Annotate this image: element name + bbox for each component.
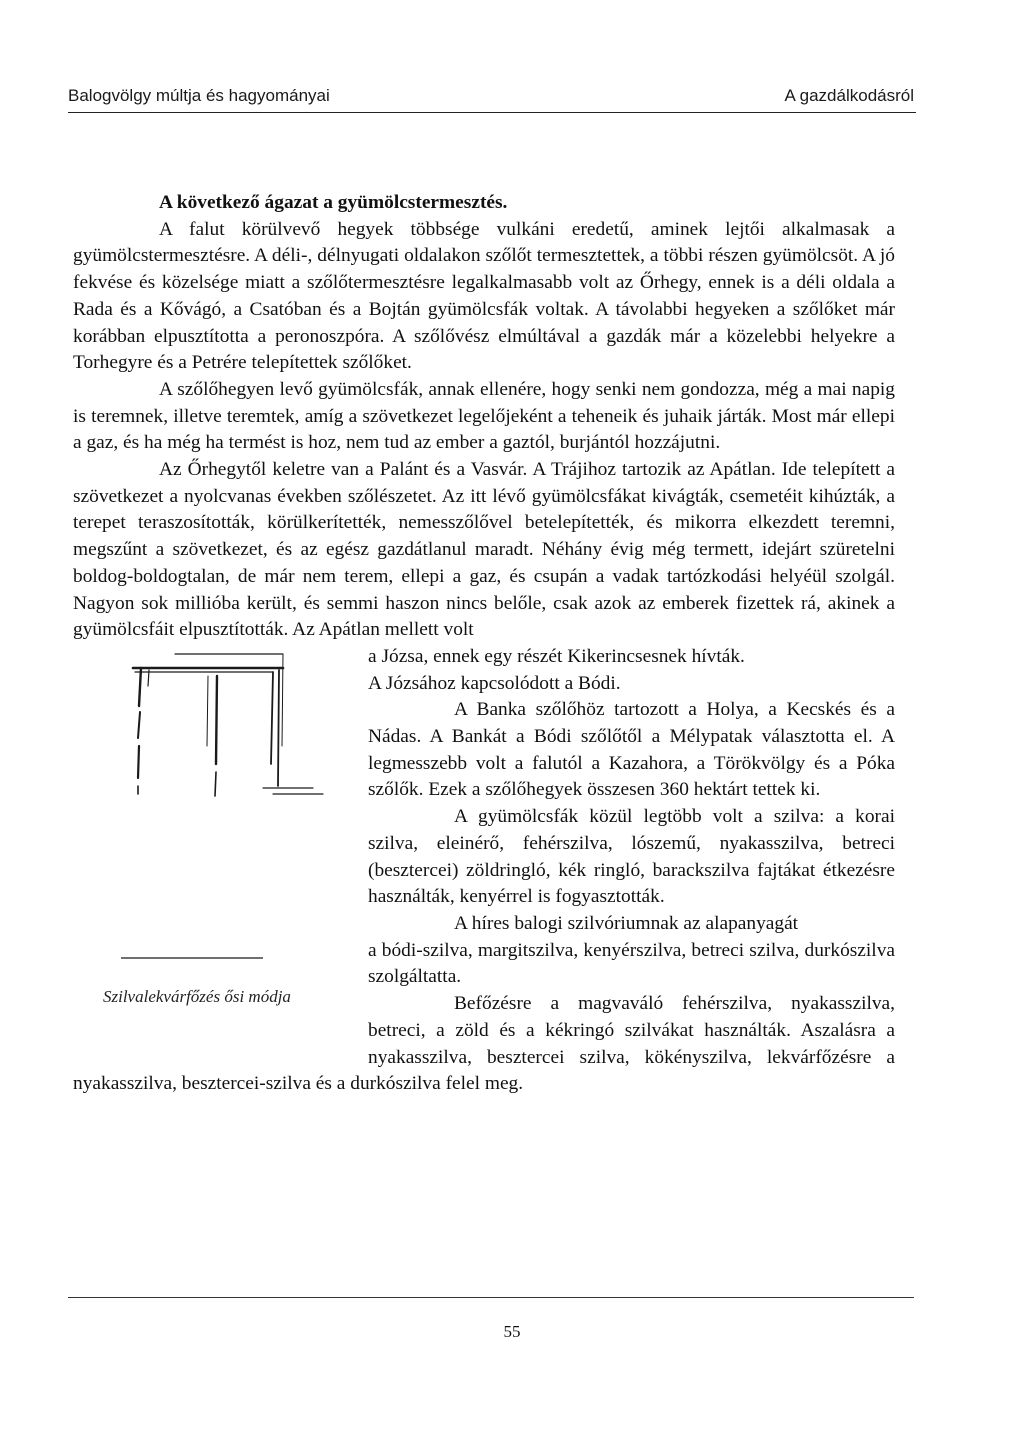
paragraph: Az Őrhegytől keletre van a Palánt és a Vasvár. A Trájihoz tartozik az Apátlan. Ide telepített a szövetkezet a nyolcvanas években szőlészetet. Az itt lévő gyümölcsfákat kivágták, csemetéit kihúzták, a terepet teraszosították, körülkerítették, nemesszőlővel betelepítették, és mikorra elkezdett teremni, megszűnt a szövetkezet, és az egész gazdátlanul maradt. Néhány évig még termett, idejárt szüretelni boldog-boldogtalan, de már nem terem, ellepi a gaz, és csupán a vadak tartózkodási helyéül szolgál. Nagyon sok millióba került, és semmi haszon nincs belőle, csak azok az emberek fizettek rá, akinek a gyümölcsfáit elpusztították. Az Apátlan mellett volt	[73, 459, 895, 641]
running-header	[68, 84, 916, 113]
body-text	[73, 190, 895, 1098]
paragraph-continuation: a Józsa, ennek egy részét Kikerincsesnek hívták.	[368, 645, 745, 667]
paragraph: A híres balogi szilvóriumnak az alapanyagát	[454, 912, 799, 934]
paragraph: A szőlőhegyen levő gyümölcsfák, annak ellenére, hogy senki nem gondozza, még a mai napig is teremnek, illetve teremtek, amíg a szövetkezet legelőjeként a teheneik és juhaik járták. Most már ellepi a gaz, és ha még ha termést is hoz, nem tud az ember a gaztól, burjántól hozzájutni.	[73, 378, 895, 454]
paragraph: A falut körülvevő hegyek többsége vulkáni eredetű, aminek lejtői alkalmasak a gyümölcstermesztésre. A déli-, délnyugati oldalakon szőlőt termesztettek, a többi részen gyümölcsöt. A jó fekvése és közelsége miatt a szőlőtermesztésre legalkalmasabb volt az Őrhegy, ennek is a déli oldala a Rada és a Kővágó, a Csatóban és a Bojtán gyümölcsfák voltak. A távolabbi hegyeken a szőlőket már korábban elpusztította a peronoszpóra. A szőlővész elmúltával a gazdák már a közelebbi helyekre a Torhegyre és a Petrére telepítettek szőlőket.	[73, 218, 895, 374]
figure	[73, 644, 368, 1046]
section-heading: A következő ágazat a gyümölcstermesztés.	[159, 192, 508, 213]
paragraph: A Józsához kapcsolódott a Bódi.	[368, 672, 621, 694]
paragraph: A Banka szőlőhöz tartozott a Holya, a Kecskés és a Nádas. A Bankát a Bódi szőlőtől a Mélypatak választotta el. A legmesszebb volt a falutól a Kazahora, a Törökvölgy és a Póka szőlők. Ezek a szőlőhegyek összesen 360 hektárt tettek ki.	[368, 699, 895, 801]
figure-caption: Szilvalekvárfőzés ősi módja	[103, 986, 291, 1006]
paragraph: Befőzésre a magvaváló fehérszilva, nyakasszilva, betreci, a zöld és a kékringó szilvákat használták. Aszalásra a nyakasszilva, besztercei szilva, kökényszilva, lekvárfőzésre a nyakasszilva, besztercei-szilva és a durkószilva felel meg.	[73, 993, 895, 1095]
header-chapter-title: A gazdálkodásról	[784, 86, 914, 105]
paragraph-continuation: a bódi-szilva, margitszilva, kenyérszilva, betreci szilva, durkószilva szolgáltatta.	[368, 939, 895, 988]
footer-rule	[68, 1297, 914, 1298]
header-book-title: Balogvölgy múltja és hagyományai	[68, 86, 330, 105]
line-drawing-icon	[113, 646, 353, 966]
page-number: 55	[503, 1322, 521, 1341]
paragraph: A gyümölcsfák közül legtöbb volt a szilva: a korai szilva, eleinérő, fehérszilva, lószemű, nyakasszilva, betreci (besztercei) zöldringló, kék ringló, barackszilva fajtákat étkezésre használták, kenyérrel is fogyasztották.	[368, 806, 895, 908]
